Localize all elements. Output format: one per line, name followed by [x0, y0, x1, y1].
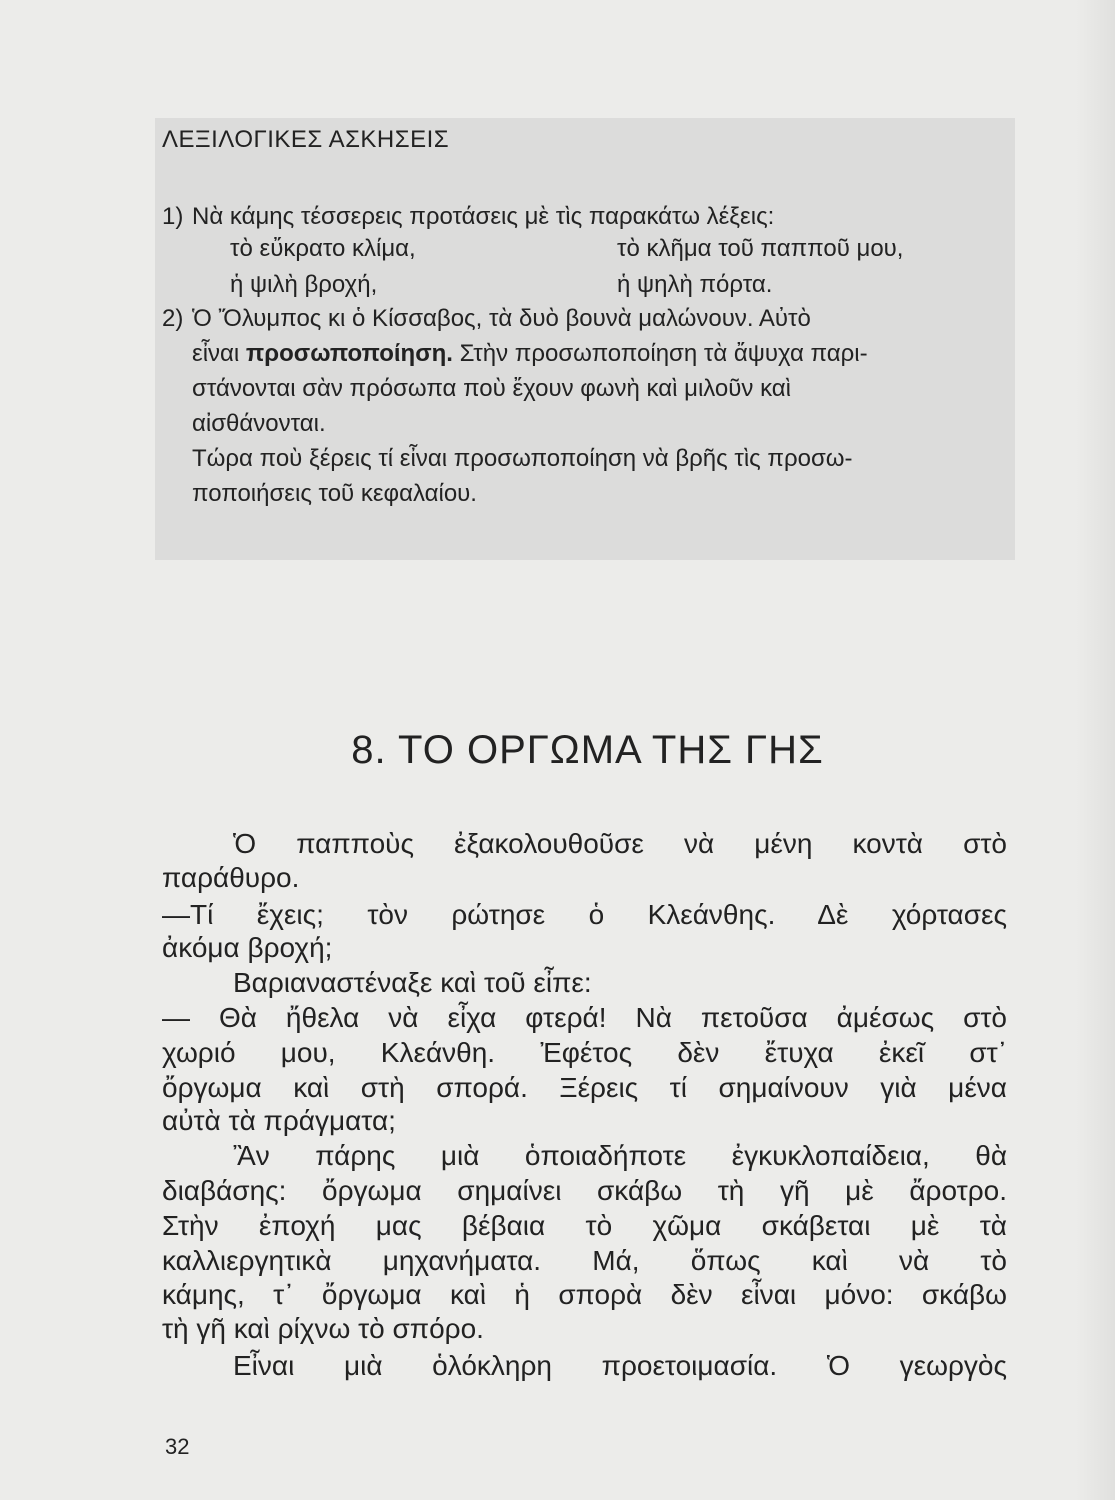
- story-line-8: ὄργωμα καὶ στὴ σπορά. Ξέρεις τί σημαίνουν γιὰ μένα: [162, 1072, 1007, 1103]
- term-personification: προσωποποίηση.: [245, 340, 453, 367]
- story-line-16: Εἶναι μιὰ ὁλόκληρη προετοιμασία. Ὁ γεωργὸς: [233, 1350, 1007, 1381]
- exercise-2-line-2: [192, 339, 868, 369]
- exercises-heading: ΛΕΞΙΛΟΓΙΚΕΣ ΑΣΚΗΣΕΙΣ: [162, 126, 450, 153]
- story-line-5: Βαριαναστέναξε καὶ τοῦ εἶπε:: [233, 967, 592, 998]
- exercise-2-line-2-post: Στὴν προσωποποίηση τὰ ἄψυχα παρι-: [452, 340, 868, 367]
- story-line-13: καλλιεργητικὰ μηχανήματα. Μά, ὅπως καὶ νὰ τὸ: [162, 1245, 1007, 1276]
- exercise-1-word-4: ἡ ψηλὴ πόρτα.: [617, 271, 773, 298]
- story-line-9: αὐτὰ τὰ πράγματα;: [162, 1105, 396, 1136]
- story-line-4: ἀκόμα βροχή;: [162, 932, 333, 963]
- story-line-2: παράθυρο.: [162, 862, 300, 893]
- exercise-1-word-3: ἡ ψιλὴ βροχή,: [230, 271, 378, 298]
- exercise-2-line-4: αἰσθάνονται.: [192, 410, 326, 437]
- exercise-2-line-2-pre: εἶναι: [192, 340, 246, 367]
- exercise-2-line-6: ποποιήσεις τοῦ κεφαλαίου.: [192, 480, 477, 507]
- story-line-1: Ὁ παπποὺς ἐξακολουθοῦσε νὰ μένη κοντὰ στὸ: [233, 828, 1007, 859]
- exercise-2-line-1: Ὁ Ὄλυμπος κι ὁ Κίσσαβος, τὰ δυὸ βουνὰ μαλώνουν. Αὐτὸ: [192, 305, 811, 332]
- exercise-1-word-2: τὸ κλῆμα τοῦ παπποῦ μου,: [617, 235, 904, 262]
- story-line-7: χωριό μου, Κλεάνθη. Ἐφέτος δὲν ἔτυχα ἐκεῖ στ᾽: [162, 1037, 1007, 1068]
- exercise-2-number: 2): [162, 305, 184, 332]
- story-line-11: διαβάσης: ὄργωμα σημαίνει σκάβω τὴ γῆ μὲ ἄροτρο.: [162, 1175, 1007, 1206]
- exercise-1-prompt: Νὰ κάμης τέσσερεις προτάσεις μὲ τὶς παρακάτω λέξεις:: [192, 203, 775, 230]
- exercise-1-word-1: τὸ εὔκρατο κλίμα,: [230, 235, 416, 262]
- story-line-3: —Τί ἔχεις; τὸν ρώτησε ὁ Κλεάνθης. Δὲ χόρτασες: [162, 899, 1007, 930]
- story-line-10: Ἂν πάρης μιὰ ὁποιαδήποτε ἐγκυκλοπαίδεια, θὰ: [233, 1140, 1007, 1171]
- story-line-6: — Θὰ ἤθελα νὰ εἶχα φτερά! Νὰ πετοῦσα ἀμέσως στὸ: [162, 1002, 1007, 1033]
- story-line-12: Στὴν ἐποχή μας βέβαια τὸ χῶμα σκάβεται μὲ τὰ: [162, 1210, 1007, 1241]
- page-number: 32: [165, 1434, 190, 1459]
- story-line-14: κάμης, τ᾽ ὄργωμα καὶ ἡ σπορὰ δὲν εἶναι μόνο: σκάβω: [162, 1279, 1007, 1310]
- exercise-2-line-5: Τώρα ποὺ ξέρεις τί εἶναι προσωποποίηση νὰ βρῆς τὶς προσω-: [192, 445, 853, 472]
- story-line-15: τὴ γῆ καὶ ρίχνω τὸ σπόρο.: [162, 1313, 484, 1344]
- exercise-1-number: 1): [162, 203, 184, 230]
- exercise-2-line-3: στάνονται σὰν πρόσωπα ποὺ ἔχουν φωνὴ καὶ μιλοῦν καὶ: [192, 375, 791, 402]
- chapter-title: 8. ΤΟ ΟΡΓΩΜΑ ΤΗΣ ΓΗΣ: [351, 728, 824, 772]
